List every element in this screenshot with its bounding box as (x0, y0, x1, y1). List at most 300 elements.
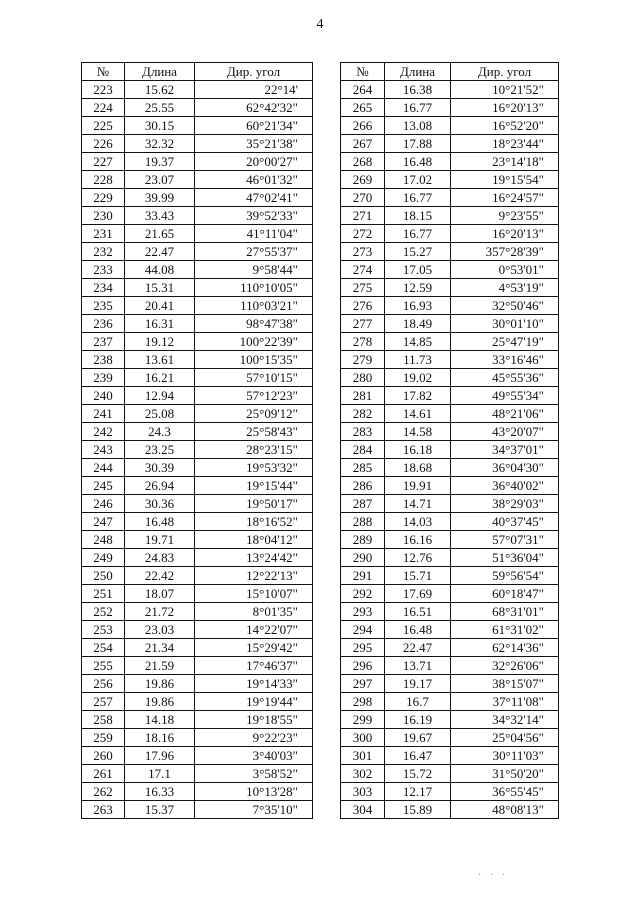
row-number: 285 (341, 459, 385, 477)
row-angle: 38°15'07" (451, 675, 559, 693)
row-length: 19.71 (125, 531, 195, 549)
row-angle: 30°11'03" (451, 747, 559, 765)
table-row (82, 261, 313, 279)
row-angle: 25°09'12" (195, 405, 313, 423)
row-angle: 19°14'33" (195, 675, 313, 693)
row-length: 16.51 (385, 603, 451, 621)
row-number: 252 (82, 603, 125, 621)
row-angle: 32°26'06" (451, 657, 559, 675)
row-length: 18.16 (125, 729, 195, 747)
row-number: 286 (341, 477, 385, 495)
row-number: 246 (82, 495, 125, 513)
row-length: 11.73 (385, 351, 451, 369)
row-length: 17.82 (385, 387, 451, 405)
row-angle: 47°02'41" (195, 189, 313, 207)
row-number: 250 (82, 567, 125, 585)
row-length: 18.68 (385, 459, 451, 477)
row-length: 44.08 (125, 261, 195, 279)
row-number: 225 (82, 117, 125, 135)
row-number: 241 (82, 405, 125, 423)
table-row (341, 621, 559, 639)
table-row (341, 585, 559, 603)
row-angle: 36°04'30" (451, 459, 559, 477)
table-row (341, 675, 559, 693)
row-number: 302 (341, 765, 385, 783)
table-row (82, 495, 313, 513)
table-row (341, 387, 559, 405)
table-row (82, 189, 313, 207)
row-angle: 19°18'55" (195, 711, 313, 729)
row-angle: 34°32'14" (451, 711, 559, 729)
row-number: 287 (341, 495, 385, 513)
table-row (341, 81, 559, 99)
header-number: № (82, 63, 125, 81)
table-row (82, 117, 313, 135)
row-length: 12.17 (385, 783, 451, 801)
row-length: 25.08 (125, 405, 195, 423)
row-number: 284 (341, 441, 385, 459)
row-length: 17.88 (385, 135, 451, 153)
row-number: 290 (341, 549, 385, 567)
table-row (82, 477, 313, 495)
row-angle: 357°28'39" (451, 243, 559, 261)
row-angle: 7°35'10" (195, 801, 313, 819)
table-row (82, 711, 313, 729)
row-angle: 22°14' (195, 81, 313, 99)
table-row (82, 783, 313, 801)
row-number: 229 (82, 189, 125, 207)
row-number: 243 (82, 441, 125, 459)
row-angle: 10°13'28" (195, 783, 313, 801)
row-length: 15.72 (385, 765, 451, 783)
row-number: 300 (341, 729, 385, 747)
table-row (341, 423, 559, 441)
row-length: 16.77 (385, 99, 451, 117)
row-angle: 45°55'36" (451, 369, 559, 387)
row-number: 232 (82, 243, 125, 261)
row-angle: 19°53'32" (195, 459, 313, 477)
row-number: 234 (82, 279, 125, 297)
row-angle: 14°22'07" (195, 621, 313, 639)
row-angle: 3°58'52" (195, 765, 313, 783)
row-length: 26.94 (125, 477, 195, 495)
row-number: 251 (82, 585, 125, 603)
table-row (82, 153, 313, 171)
row-length: 19.12 (125, 333, 195, 351)
row-angle: 4°53'19" (451, 279, 559, 297)
row-angle: 0°53'01" (451, 261, 559, 279)
row-length: 22.47 (125, 243, 195, 261)
row-length: 16.31 (125, 315, 195, 333)
row-length: 22.47 (385, 639, 451, 657)
row-number: 262 (82, 783, 125, 801)
row-length: 16.38 (385, 81, 451, 99)
row-angle: 40°37'45" (451, 513, 559, 531)
row-angle: 18°23'44" (451, 135, 559, 153)
table-row (82, 369, 313, 387)
row-number: 235 (82, 297, 125, 315)
row-length: 16.77 (385, 189, 451, 207)
row-angle: 46°01'32" (195, 171, 313, 189)
table-row (341, 297, 559, 315)
table-row (82, 585, 313, 603)
row-length: 15.31 (125, 279, 195, 297)
row-length: 19.02 (385, 369, 451, 387)
right-table-body (341, 81, 559, 819)
table-row (341, 207, 559, 225)
row-angle: 32°50'46" (451, 297, 559, 315)
table-row (341, 351, 559, 369)
row-number: 294 (341, 621, 385, 639)
row-number: 275 (341, 279, 385, 297)
row-angle: 30°01'10" (451, 315, 559, 333)
row-angle: 19°19'44" (195, 693, 313, 711)
row-angle: 15°10'07" (195, 585, 313, 603)
row-number: 270 (341, 189, 385, 207)
row-length: 18.49 (385, 315, 451, 333)
row-angle: 37°11'08" (451, 693, 559, 711)
row-length: 22.42 (125, 567, 195, 585)
row-number: 253 (82, 621, 125, 639)
row-number: 278 (341, 333, 385, 351)
table-row (341, 765, 559, 783)
page-number: 4 (316, 17, 324, 32)
row-length: 21.65 (125, 225, 195, 243)
row-angle: 36°40'02" (451, 477, 559, 495)
row-angle: 25°47'19" (451, 333, 559, 351)
table-header-row (341, 63, 559, 81)
row-length: 16.33 (125, 783, 195, 801)
row-length: 12.76 (385, 549, 451, 567)
row-angle: 100°15'35" (195, 351, 313, 369)
row-angle: 25°04'56" (451, 729, 559, 747)
table-row (82, 693, 313, 711)
table-row (341, 441, 559, 459)
table-row (341, 315, 559, 333)
row-angle: 62°42'32" (195, 99, 313, 117)
row-angle: 57°07'31" (451, 531, 559, 549)
row-angle: 19°50'17" (195, 495, 313, 513)
row-length: 19.86 (125, 693, 195, 711)
table-row (341, 477, 559, 495)
row-number: 291 (341, 567, 385, 585)
table-row (341, 513, 559, 531)
row-number: 273 (341, 243, 385, 261)
row-angle: 16°52'20" (451, 117, 559, 135)
row-length: 14.85 (385, 333, 451, 351)
row-angle: 18°16'52" (195, 513, 313, 531)
row-number: 272 (341, 225, 385, 243)
row-number: 281 (341, 387, 385, 405)
row-length: 24.3 (125, 423, 195, 441)
row-angle: 57°12'23" (195, 387, 313, 405)
table-row (82, 351, 313, 369)
row-angle: 9°58'44" (195, 261, 313, 279)
table-row (82, 765, 313, 783)
row-angle: 48°08'13" (451, 801, 559, 819)
table-row (82, 513, 313, 531)
row-number: 256 (82, 675, 125, 693)
row-length: 17.1 (125, 765, 195, 783)
row-length: 16.48 (385, 153, 451, 171)
row-angle: 41°11'04" (195, 225, 313, 243)
header-angle: Дир. угол (451, 63, 559, 81)
row-number: 265 (341, 99, 385, 117)
table-row (341, 189, 559, 207)
row-angle: 43°20'07" (451, 423, 559, 441)
table-row (82, 603, 313, 621)
table-row (82, 225, 313, 243)
row-length: 20.41 (125, 297, 195, 315)
row-angle: 51°36'04" (451, 549, 559, 567)
table-row (82, 639, 313, 657)
row-length: 14.03 (385, 513, 451, 531)
row-angle: 10°21'52" (451, 81, 559, 99)
row-length: 24.83 (125, 549, 195, 567)
table-row (82, 531, 313, 549)
row-number: 277 (341, 315, 385, 333)
row-length: 23.07 (125, 171, 195, 189)
row-angle: 3°40'03" (195, 747, 313, 765)
row-number: 288 (341, 513, 385, 531)
row-angle: 9°23'55" (451, 207, 559, 225)
table-row (341, 459, 559, 477)
row-number: 240 (82, 387, 125, 405)
row-length: 30.15 (125, 117, 195, 135)
table-row (82, 279, 313, 297)
row-length: 15.71 (385, 567, 451, 585)
row-number: 274 (341, 261, 385, 279)
row-length: 15.89 (385, 801, 451, 819)
table-row (341, 747, 559, 765)
row-angle: 19°15'44" (195, 477, 313, 495)
row-number: 301 (341, 747, 385, 765)
row-length: 16.18 (385, 441, 451, 459)
row-angle: 38°29'03" (451, 495, 559, 513)
row-length: 15.37 (125, 801, 195, 819)
row-number: 296 (341, 657, 385, 675)
row-length: 18.07 (125, 585, 195, 603)
header-angle: Дир. угол (195, 63, 313, 81)
row-length: 16.16 (385, 531, 451, 549)
row-number: 248 (82, 531, 125, 549)
row-length: 12.59 (385, 279, 451, 297)
row-number: 258 (82, 711, 125, 729)
row-length: 13.71 (385, 657, 451, 675)
row-angle: 15°29'42" (195, 639, 313, 657)
header-length: Длина (385, 63, 451, 81)
row-number: 292 (341, 585, 385, 603)
row-angle: 110°03'21" (195, 297, 313, 315)
row-length: 21.59 (125, 657, 195, 675)
row-number: 242 (82, 423, 125, 441)
table-row (82, 621, 313, 639)
left-table-body (82, 81, 313, 819)
row-number: 266 (341, 117, 385, 135)
table-row (341, 243, 559, 261)
table-row (341, 279, 559, 297)
row-angle: 39°52'33" (195, 207, 313, 225)
row-number: 282 (341, 405, 385, 423)
row-length: 13.08 (385, 117, 451, 135)
row-length: 25.55 (125, 99, 195, 117)
row-number: 293 (341, 603, 385, 621)
row-angle: 13°24'42" (195, 549, 313, 567)
row-number: 244 (82, 459, 125, 477)
table-row (341, 225, 559, 243)
table-row (341, 135, 559, 153)
row-number: 245 (82, 477, 125, 495)
table-row (82, 333, 313, 351)
row-angle: 19°15'54" (451, 171, 559, 189)
row-length: 23.25 (125, 441, 195, 459)
row-length: 15.62 (125, 81, 195, 99)
table-row (82, 135, 313, 153)
row-angle: 18°04'12" (195, 531, 313, 549)
row-length: 13.61 (125, 351, 195, 369)
table-row (82, 243, 313, 261)
row-angle: 8°01'35" (195, 603, 313, 621)
row-length: 16.48 (125, 513, 195, 531)
header-number: № (341, 63, 385, 81)
row-angle: 59°56'54" (451, 567, 559, 585)
row-number: 269 (341, 171, 385, 189)
row-length: 14.58 (385, 423, 451, 441)
row-number: 263 (82, 801, 125, 819)
row-number: 261 (82, 765, 125, 783)
row-length: 21.72 (125, 603, 195, 621)
row-number: 268 (341, 153, 385, 171)
row-length: 21.34 (125, 639, 195, 657)
row-length: 19.86 (125, 675, 195, 693)
row-number: 228 (82, 171, 125, 189)
row-length: 19.17 (385, 675, 451, 693)
table-row (341, 153, 559, 171)
table-row (82, 729, 313, 747)
row-length: 14.61 (385, 405, 451, 423)
table-row (82, 459, 313, 477)
row-length: 32.32 (125, 135, 195, 153)
header-length: Длина (125, 63, 195, 81)
row-length: 19.37 (125, 153, 195, 171)
table-row (82, 387, 313, 405)
row-angle: 48°21'06" (451, 405, 559, 423)
table-row (341, 369, 559, 387)
table-row (82, 675, 313, 693)
row-number: 280 (341, 369, 385, 387)
row-angle: 20°00'27" (195, 153, 313, 171)
table-row (82, 747, 313, 765)
row-number: 227 (82, 153, 125, 171)
row-number: 226 (82, 135, 125, 153)
row-number: 264 (341, 81, 385, 99)
row-number: 223 (82, 81, 125, 99)
table-row (341, 405, 559, 423)
row-length: 17.69 (385, 585, 451, 603)
row-angle: 33°16'46" (451, 351, 559, 369)
row-angle: 61°31'02" (451, 621, 559, 639)
row-number: 267 (341, 135, 385, 153)
row-number: 239 (82, 369, 125, 387)
row-length: 15.27 (385, 243, 451, 261)
row-number: 238 (82, 351, 125, 369)
row-length: 16.48 (385, 621, 451, 639)
row-length: 14.71 (385, 495, 451, 513)
row-angle: 23°14'18" (451, 153, 559, 171)
table-row (82, 297, 313, 315)
row-number: 233 (82, 261, 125, 279)
row-number: 295 (341, 639, 385, 657)
row-number: 237 (82, 333, 125, 351)
row-number: 257 (82, 693, 125, 711)
table-row (82, 441, 313, 459)
row-number: 276 (341, 297, 385, 315)
row-angle: 28°23'15" (195, 441, 313, 459)
row-length: 18.15 (385, 207, 451, 225)
row-angle: 31°50'20" (451, 765, 559, 783)
row-length: 14.18 (125, 711, 195, 729)
row-number: 230 (82, 207, 125, 225)
row-angle: 16°24'57" (451, 189, 559, 207)
row-angle: 57°10'15" (195, 369, 313, 387)
row-length: 23.03 (125, 621, 195, 639)
row-angle: 62°14'36" (451, 639, 559, 657)
row-angle: 34°37'01" (451, 441, 559, 459)
row-angle: 98°47'38" (195, 315, 313, 333)
table-row (341, 711, 559, 729)
row-angle: 60°18'47" (451, 585, 559, 603)
table-row (82, 657, 313, 675)
table-row (82, 801, 313, 819)
row-number: 260 (82, 747, 125, 765)
table-row (341, 639, 559, 657)
row-length: 19.91 (385, 477, 451, 495)
table-row (341, 261, 559, 279)
table-row (341, 657, 559, 675)
row-number: 255 (82, 657, 125, 675)
table-row (341, 549, 559, 567)
scan-artifact: · · · (478, 870, 508, 881)
row-angle: 35°21'38" (195, 135, 313, 153)
row-angle: 100°22'39" (195, 333, 313, 351)
row-length: 30.36 (125, 495, 195, 513)
table-row (82, 171, 313, 189)
row-number: 279 (341, 351, 385, 369)
row-number: 231 (82, 225, 125, 243)
row-angle: 68°31'01" (451, 603, 559, 621)
coordinates-table-right (340, 62, 559, 819)
row-angle: 16°20'13" (451, 225, 559, 243)
row-length: 17.96 (125, 747, 195, 765)
table-row (341, 531, 559, 549)
row-number: 249 (82, 549, 125, 567)
table-row (341, 333, 559, 351)
row-number: 298 (341, 693, 385, 711)
row-number: 224 (82, 99, 125, 117)
row-angle: 25°58'43" (195, 423, 313, 441)
row-length: 16.19 (385, 711, 451, 729)
row-length: 17.05 (385, 261, 451, 279)
row-length: 33.43 (125, 207, 195, 225)
row-number: 289 (341, 531, 385, 549)
table-row (82, 207, 313, 225)
table-row (341, 171, 559, 189)
row-angle: 12°22'13" (195, 567, 313, 585)
row-number: 299 (341, 711, 385, 729)
row-number: 254 (82, 639, 125, 657)
table-row (82, 315, 313, 333)
row-number: 283 (341, 423, 385, 441)
